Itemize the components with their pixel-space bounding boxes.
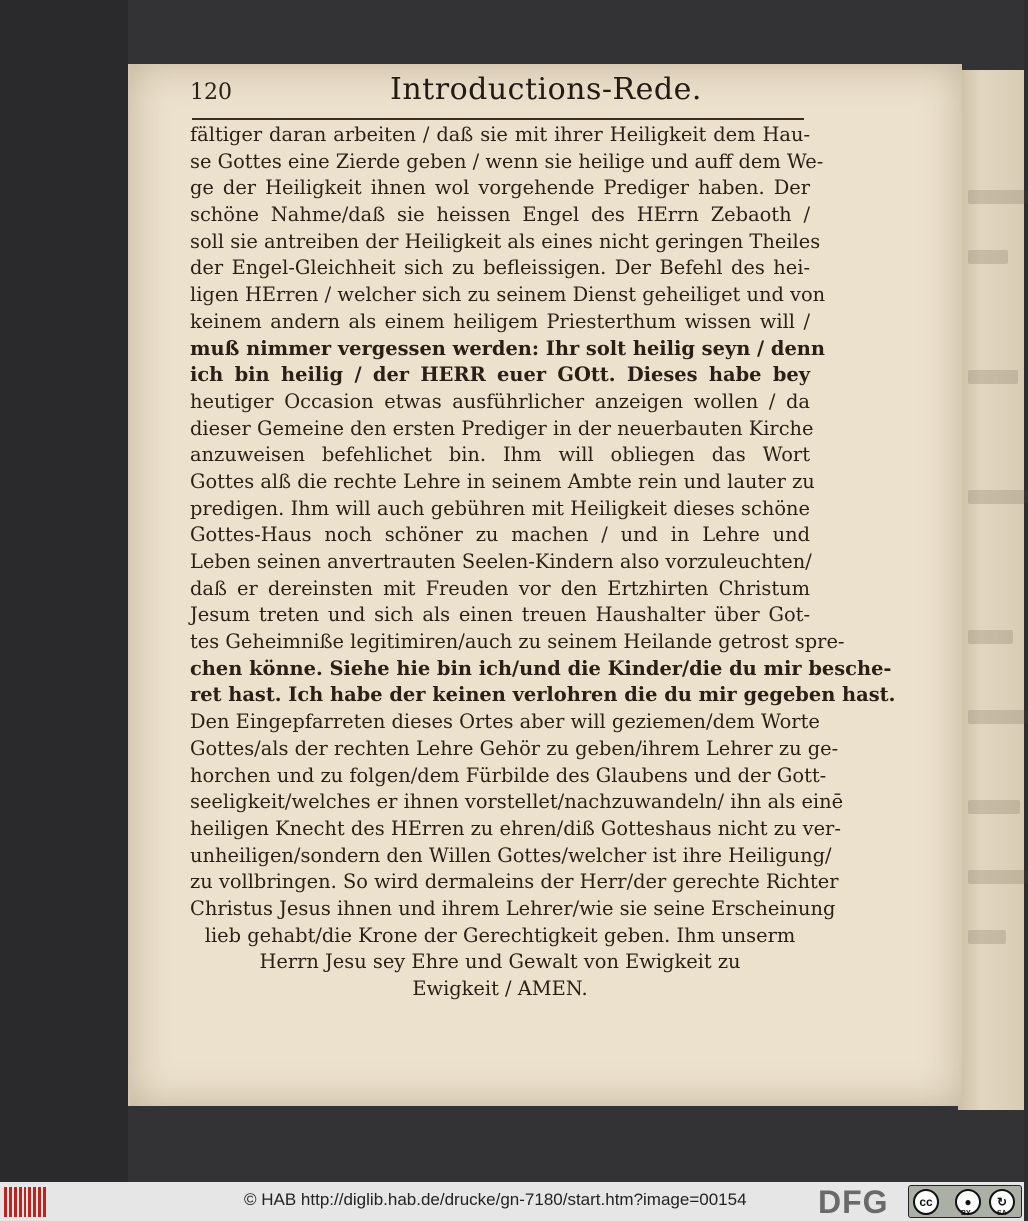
facing-page-edge bbox=[958, 70, 1024, 1110]
text-line: heiligen Knecht des HErren zu ehren/diß Gotteshaus nicht zu ver- bbox=[190, 816, 841, 840]
sa-icon: ↻ bbox=[989, 1189, 1015, 1215]
text-line: keinem andern als einem heiligem Priesterthum wissen will / bbox=[190, 309, 810, 333]
text-line: soll sie antreiben der Heiligkeit als eines nicht geringen Theiles bbox=[190, 229, 821, 253]
text-line: Herrn Jesu sey Ehre und Gewalt von Ewigkeit zu bbox=[259, 950, 741, 974]
text-line: Den Eingepfarreten dieses Ortes aber will geziemen/dem Worte bbox=[190, 710, 820, 734]
cc-icon: cc bbox=[913, 1189, 939, 1215]
viewer-footer bbox=[0, 1182, 1024, 1221]
text-line: daß er dereinsten mit Freuden vor den Ertzhirten Christum bbox=[190, 576, 810, 600]
text-line: ligen HErren / welcher sich zu seinem Dienst geheiliget und von bbox=[190, 283, 826, 307]
text-line: ge der Heiligkeit ihnen wol vorgehende Prediger haben. Der bbox=[190, 176, 810, 200]
text-line: predigen. Ihm will auch gebühren mit Heiligkeit dieses schöne bbox=[190, 496, 810, 520]
scanner-bed-left bbox=[0, 0, 128, 1182]
text-line: Gottes/als der rechten Lehre Gehör zu geben/ihrem Lehrer zu ge- bbox=[190, 736, 839, 760]
text-line: Ewigkeit / AMEN. bbox=[412, 977, 588, 1000]
running-title: Introductions-Rede. bbox=[390, 72, 702, 107]
text-line: zu vollbringen. So wird dermaleins der Herr/der gerechte Richter bbox=[190, 870, 839, 894]
cc-license-badge[interactable] bbox=[908, 1185, 1022, 1218]
body-text bbox=[190, 122, 896, 1003]
text-line: ich bin heilig / der HERR euer GOtt. Dieses habe bey bbox=[190, 363, 810, 387]
text-line: der Engel-Gleichheit sich zu befleissigen. Der Befehl des hei- bbox=[190, 256, 810, 280]
text-line: heutiger Occasion etwas ausführlicher anzeigen wollen / da bbox=[190, 389, 810, 413]
text-line: horchen und zu folgen/dem Fürbilde des Glaubens und der Gott- bbox=[190, 763, 827, 787]
hab-logo-icon bbox=[4, 1187, 46, 1217]
text-line: muß nimmer vergessen werden: Ihr solt heilig seyn / denn bbox=[190, 336, 825, 360]
header-rule bbox=[192, 118, 804, 120]
text-line: Leben seinen anvertrauten Seelen-Kindern also vorzuleuchten/ bbox=[190, 550, 812, 573]
sa-label: SA bbox=[997, 1210, 1007, 1217]
text-line: fältiger daran arbeiten / daß sie mit ihrer Heiligkeit dem Hau- bbox=[190, 123, 810, 146]
text-line: chen könne. Siehe hie bin ich/und die Kinder/die du mir besche- bbox=[190, 656, 892, 680]
page-number: 120 bbox=[190, 80, 232, 105]
text-line: schöne Nahme/daß sie heissen Engel des HErrn Zebaoth / bbox=[190, 203, 810, 227]
text-line: ret hast. Ich habe der keinen verlohren die du mir gegeben hast. bbox=[190, 683, 896, 707]
dfg-logo: DFG bbox=[818, 1184, 889, 1220]
text-line: Gottes-Haus noch schöner zu machen / und in Lehre und bbox=[190, 523, 810, 547]
text-line: se Gottes eine Zierde geben / wenn sie heilige und auff dem We- bbox=[190, 149, 824, 173]
text-line: seeligkeit/welches er ihnen vorstellet/nachzuwandeln/ ihn als einē bbox=[190, 790, 844, 814]
text-line: tes Geheimniße legitimiren/auch zu seinem Heilande getrost spre- bbox=[190, 630, 845, 654]
text-line: dieser Gemeine den ersten Prediger in der neuerbauten Kirche bbox=[190, 416, 814, 440]
text-line: unheiligen/sondern den Willen Gottes/welcher ist ihre Heiligung/ bbox=[190, 843, 832, 867]
by-icon: ● bbox=[955, 1189, 981, 1215]
by-label: BY bbox=[961, 1210, 971, 1217]
text-line: Christus Jesus ihnen und ihrem Lehrer/wie sie seine Erscheinung bbox=[190, 896, 836, 920]
text-line: anzuweisen befehlichet bin. Ihm will obliegen das Wort bbox=[190, 443, 810, 467]
citation-link[interactable]: © HAB http://diglib.hab.de/drucke/gn-7180/start.htm?image=00154 bbox=[244, 1190, 747, 1209]
text-line: Jesum treten und sich als einen treuen Haushalter über Got- bbox=[190, 603, 810, 627]
text-line: lieb gehabt/die Krone der Gerechtigkeit geben. Ihm unserm bbox=[204, 923, 796, 947]
running-head bbox=[190, 72, 805, 112]
text-line: Gottes alß die rechte Lehre in seinem Ambte rein und lauter zu bbox=[190, 469, 815, 493]
